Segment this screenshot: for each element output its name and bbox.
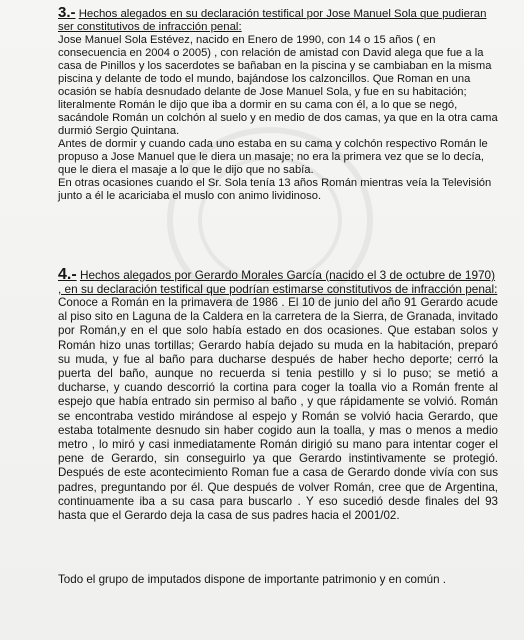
closing-statement: Todo el grupo de imputados dispone de importante patrimonio y en común . [58,573,446,586]
section-4-number: 4.- [58,266,77,283]
section-3-paragraph-1: Jose Manuel Sola Estévez, nacido en Enero de 1990, con 14 o 15 años ( en consecuencia en 2004 o 2005) , con relación de amistad con David alega que fue a la casa de Pinillos y los sacerdotes se bañaban en la piscina y se cambiaban en la misma piscina y delante de todo el mundo, bajándose los calzoncillos. Que Roman en una ocasión se había desnudado delante de Jose Manuel Sola, y fue en su habitación; literalmente Román le dijo que iba a dormir en su cama con él, a lo que se negó, sacándole Román un colchón al suelo y en medio de dos camas, ya que en la otra cama durmió Sergio Quintana. [58,34,498,138]
section-4-paragraph-1: Conoce a Román en la primavera de 1986 . El 10 de junio del año 91 Gerardo acude al piso sito en Laguna de la Caldera en la carretera de la Sierra, de Granada, invitado por Román,y en el que solo había estado en dos ocasiones. Que estaban solos y Román hizo unas tortillas; Gerardo había dejado su muda en la habitación, preparó su muda, y fue al baño para ducharse después de haber hecho deporte; cerró la puerta del baño, aunque no recuerda si tenia pestillo y si lo puso; se metió a ducharse, y cuando descorrió la cortina para coger la toalla vio a Román frente al espejo que había entrado sin permiso al baño , y que rápidamente se volvió. Román se encontraba vestido mirándose al espejo y Román se volvió hacia Gerardo, que estaba totalmente desnudo sin haber cogido aun la toalla, y mas o menos a medio metro , lo miró y casi inmediatamente Román dirigió su mano para intentar coger el pene de Gerardo, sin conseguirlo ya que Gerardo instintivamente se protegió. Después de este acontecimiento Roman fue a casa de Gerardo donde vivía con sus padres, preguntando por él. Que después de volver Román, cree que de Argentina, continuamente iba a su casa para buscarlo . Y eso sucedió desde finales del 93 hasta que el Gerardo deja la casa de sus padres hacia el 2001/02. [58,296,498,523]
section-3-paragraph-2: Antes de dormir y cuando cada uno estaba en su cama y colchón respectivo Román le propuso a Jose Manuel que le diera un masaje; no era la primera vez que se lo decía, que le diera el masaje a lo que le dijo que no sabía. [58,138,488,177]
section-3-number: 3.- [58,4,76,21]
section-3-paragraph-3: En otras ocasiones cuando el Sr. Sola tenía 13 años Román mientras veía la Televisión junto a él le acariciaba el muslo con animo lividinoso. [58,177,492,203]
section-4-title: Hechos alegados por Gerardo Morales García (nacido el 3 de octubre de 1970) , en su declaración testifical que podrían estimarse constitutivos de infracción penal: [58,268,498,296]
section-4-heading [58,268,498,296]
section-4 [58,268,498,523]
section-3 [58,6,498,203]
section-3-heading [58,6,498,34]
section-3-title: Hechos alegados en su declaración testifical por Jose Manuel Sola que pudieran ser constitutivos de infracción penal: [58,8,487,34]
